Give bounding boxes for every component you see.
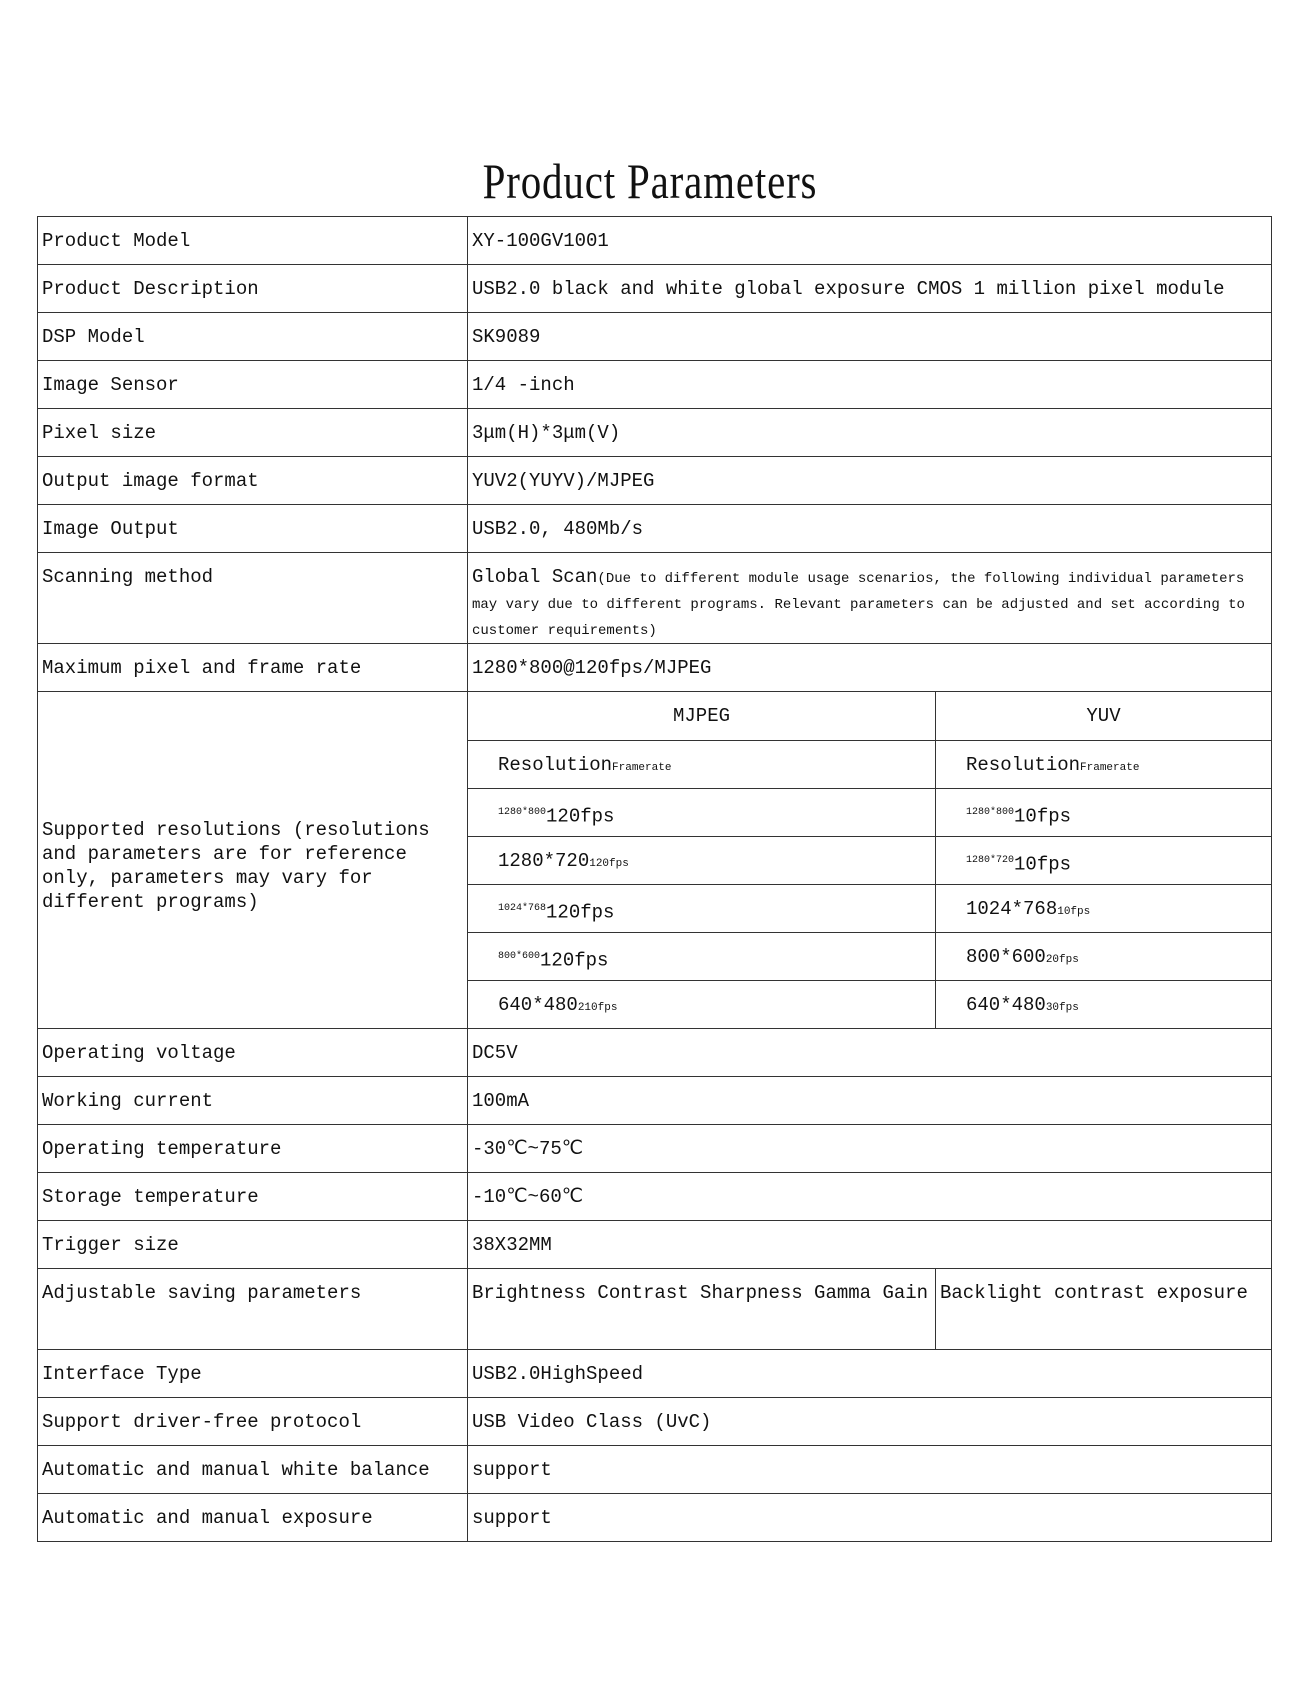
- resolutions-label: Supported resolutions (resolutions and parameters are for reference only, parameters may vary for different programs): [38, 692, 468, 1029]
- row-label: Working current: [38, 1077, 468, 1125]
- fps-value: 120fps: [546, 805, 615, 828]
- mjpeg-res-cell: [468, 885, 936, 933]
- res-value: 1280*720: [498, 850, 590, 872]
- row-value: [468, 553, 1272, 644]
- mjpeg-res-cell: [468, 789, 936, 837]
- row-value: YUV2(YUYV)/MJPEG: [468, 457, 1272, 505]
- row-label: Storage temperature: [38, 1173, 468, 1221]
- fps-value: 120fps: [589, 858, 629, 870]
- table-row: [38, 1494, 1272, 1542]
- fps-value: 210fps: [577, 1002, 618, 1014]
- row-value: support: [468, 1494, 1272, 1542]
- table-row: [38, 505, 1272, 553]
- yuv-res-cell: [936, 789, 1272, 837]
- row-value: support: [468, 1446, 1272, 1494]
- row-label: DSP Model: [38, 313, 468, 361]
- mjpeg-res-cell: [468, 933, 936, 981]
- adjustable-left: Brightness Contrast Sharpness Gamma Gain: [468, 1269, 936, 1350]
- framerate-word: Framerate: [612, 762, 672, 774]
- fps-value: 30fps: [1045, 1002, 1079, 1014]
- row-value: USB2.0 black and white global exposure CMOS 1 million pixel module: [468, 265, 1272, 313]
- yuv-res-cell: [936, 933, 1272, 981]
- row-label: Output image format: [38, 457, 468, 505]
- row-label: Automatic and manual white balance: [38, 1446, 468, 1494]
- scan-method-value: Global Scan: [472, 566, 598, 588]
- table-row: [38, 1173, 1272, 1221]
- table-row: [38, 1125, 1272, 1173]
- table-row: [38, 457, 1272, 505]
- table-row: [38, 644, 1272, 692]
- fps-value: 10fps: [1057, 906, 1091, 918]
- table-row: [38, 1269, 1272, 1350]
- row-label: Scanning method: [38, 553, 468, 644]
- table-row: [38, 692, 1272, 741]
- table-row: [38, 553, 1272, 644]
- table-row: [38, 217, 1272, 265]
- yuv-res-cell: [936, 981, 1272, 1029]
- table-row: [38, 1350, 1272, 1398]
- page-title: Product Parameters: [482, 153, 818, 209]
- mjpeg-res-cell: [468, 837, 936, 885]
- res-value: 1280*800: [498, 807, 547, 818]
- table-row: [38, 1221, 1272, 1269]
- row-label: Support driver-free protocol: [38, 1398, 468, 1446]
- resolution-word: Resolution: [498, 754, 613, 776]
- row-label: Automatic and manual exposure: [38, 1494, 468, 1542]
- mjpeg-header: MJPEG: [468, 692, 936, 741]
- res-value: 640*480: [498, 994, 578, 1016]
- table-row: [38, 265, 1272, 313]
- yuv-subheader: [936, 741, 1272, 789]
- res-value: 800*600: [966, 946, 1046, 968]
- adjustable-right: Backlight contrast exposure: [936, 1269, 1272, 1350]
- row-label: Image Sensor: [38, 361, 468, 409]
- res-value: 640*480: [966, 994, 1046, 1016]
- fps-value: 120fps: [546, 901, 615, 924]
- mjpeg-res-cell: [468, 981, 936, 1029]
- res-value: 800*600: [498, 951, 541, 962]
- row-value: 38X32MM: [468, 1221, 1272, 1269]
- table-row: [38, 313, 1272, 361]
- res-value: 1024*768: [498, 903, 547, 914]
- row-value: USB2.0HighSpeed: [468, 1350, 1272, 1398]
- row-label: Operating temperature: [38, 1125, 468, 1173]
- row-value: 3μm(H)*3μm(V): [468, 409, 1272, 457]
- fps-value: 10fps: [1014, 853, 1072, 876]
- row-value: -10℃~60℃: [468, 1173, 1272, 1221]
- yuv-res-cell: [936, 837, 1272, 885]
- row-value: XY-100GV1001: [468, 217, 1272, 265]
- yuv-res-cell: [936, 885, 1272, 933]
- table-row: [38, 1077, 1272, 1125]
- parameters-table: [37, 216, 1272, 1542]
- res-value: 1280*800: [966, 807, 1015, 818]
- row-value: 100mA: [468, 1077, 1272, 1125]
- row-value: SK9089: [468, 313, 1272, 361]
- res-value: 1024*768: [966, 898, 1058, 920]
- scan-method-note: (Due to different module usage scenarios, the following individual parameters may vary due to different programs. Relevant parameters can be adjusted and set according to customer requirements): [472, 571, 1245, 639]
- row-label: Interface Type: [38, 1350, 468, 1398]
- fps-value: 120fps: [540, 949, 609, 972]
- row-label: Maximum pixel and frame rate: [38, 644, 468, 692]
- framerate-word: Framerate: [1080, 762, 1140, 774]
- row-value: 1/4 -inch: [468, 361, 1272, 409]
- fps-value: 10fps: [1014, 805, 1072, 828]
- row-label: Image Output: [38, 505, 468, 553]
- fps-value: 20fps: [1045, 954, 1079, 966]
- row-label: Product Description: [38, 265, 468, 313]
- table-row: [38, 361, 1272, 409]
- row-value: USB2.0, 480Mb/s: [468, 505, 1272, 553]
- resolution-word: Resolution: [966, 754, 1081, 776]
- row-value: -30℃~75℃: [468, 1125, 1272, 1173]
- row-value: 1280*800@120fps/MJPEG: [468, 644, 1272, 692]
- yuv-header: YUV: [936, 692, 1272, 741]
- table-row: [38, 409, 1272, 457]
- table-row: [38, 1029, 1272, 1077]
- row-label: Product Model: [38, 217, 468, 265]
- row-label: Adjustable saving parameters: [38, 1269, 468, 1350]
- row-value: DC5V: [468, 1029, 1272, 1077]
- row-label: Operating voltage: [38, 1029, 468, 1077]
- row-value: USB Video Class (UvC): [468, 1398, 1272, 1446]
- mjpeg-subheader: [468, 741, 936, 789]
- table-row: [38, 1446, 1272, 1494]
- res-value: 1280*720: [966, 855, 1015, 866]
- row-label: Trigger size: [38, 1221, 468, 1269]
- row-label: Pixel size: [38, 409, 468, 457]
- table-row: [38, 1398, 1272, 1446]
